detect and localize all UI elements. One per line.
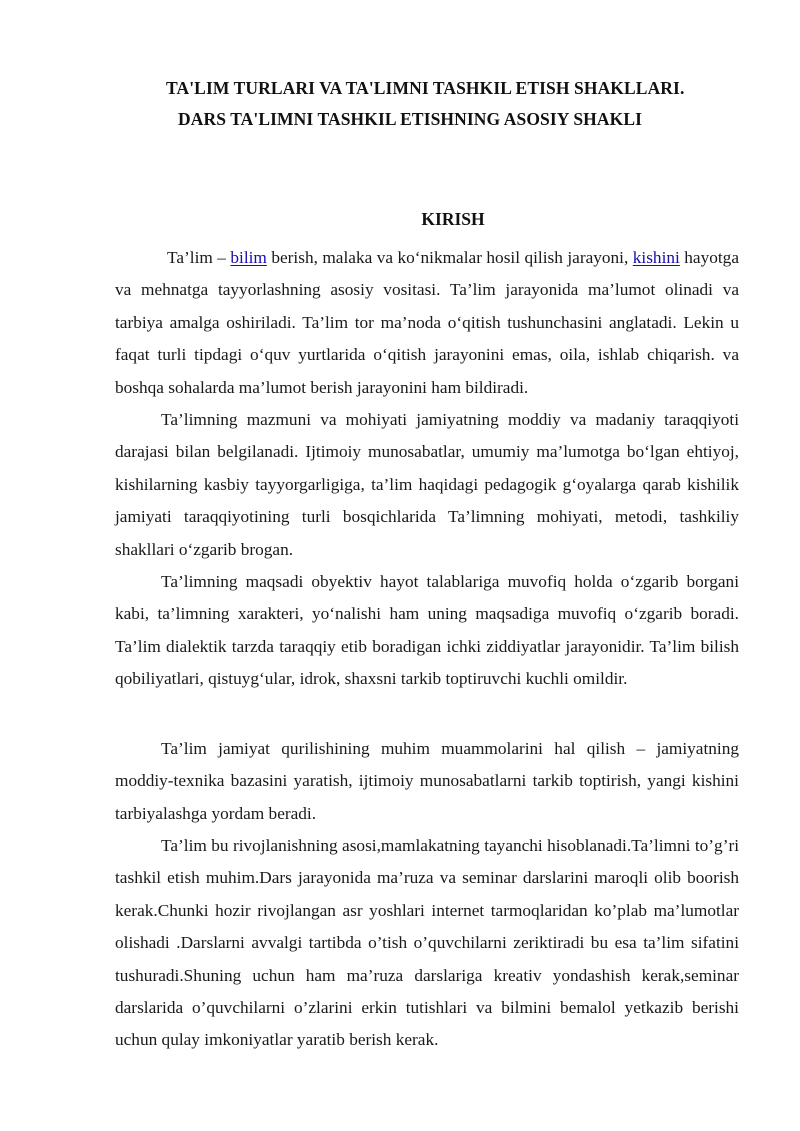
paragraph-2: Ta’limning mazmuni va mohiyati jamiyatning moddiy va madaniy taraqqiyoti darajasi bilan belgilanadi. Ijtimoiy munosabatlar, umumiy ma’lumotga bo‘lgan ehtiyoj, kishilarning kasbiy tayyorgarligiga, ta’lim haqidagi pedagogik g‘oyalarga qarab kishilik jamiyati taraqqiyotining turli bosqichlarida Ta’limning mohiyati, metodi, tashkiliy shakllari o‘zgarib brogan. bbox=[115, 410, 739, 559]
bilim-link[interactable]: bilim bbox=[230, 248, 267, 267]
paragraph-1 bbox=[115, 242, 739, 404]
paragraph-4: Ta’lim jamiyat qurilishining muhim muammolarini hal qilish – jamiyatning moddiy-texnika bazasini yaratish, ijtimoiy munosabatlarni tarkib toptirish, yangi kishini tarbiyalashga yordam beradi. bbox=[115, 739, 739, 823]
paragraph-1-text-start: Ta’lim – bbox=[167, 248, 231, 267]
paragraph-3: Ta’limning maqsadi obyektiv hayot talablariga muvofiq holda o‘zgarib borgani kabi, ta’limning xarakteri, yo‘nalishi ham uning maqsadiga muvofiq o‘zgarib boradi. Ta’lim dialektik tarzda taraqqiy etib boradigan ichki ziddiyatlar jarayonidir. Ta’lim bilish qobiliyatlari, qistuyg‘ular, idrok, shaxsni tarkib toptiruvchi kuchli omildir. bbox=[115, 572, 739, 689]
kishini-link[interactable]: kishini bbox=[632, 248, 680, 267]
paragraph-1-text-end: hayotga va mehnatga tayyorlashning asosiy vositasi. Ta’lim jarayonida ma’lumot olinadi va tarbiya amalga oshiriladi. Ta’lim tor ma’noda o‘qitish tushunchasini anglatadi. Lekin u faqat turli tipdagi o‘quv yurtlarida o‘qitish jarayonini emas, oila, ishlab chiqarish. va boshqa sohalarda ma’lumot berish jarayonini ham bildiradi. bbox=[115, 248, 739, 397]
paragraph-1-text-middle: berish, malaka va ko‘nikmalar hosil qilish jarayoni, bbox=[266, 248, 633, 267]
document-title-line-1: TA'LIM TURLARI VA TA'LIMNI TASHKIL ETISH SHAKLLARI. bbox=[166, 78, 685, 98]
document-title-line-2: DARS TA'LIMNI TASHKIL ETISHNING ASOSIY SHAKLI bbox=[178, 109, 643, 129]
paragraph-5: Ta’lim bu rivojlanishning asosi,mamlakatning tayanchi hisoblanadi.Ta’limni to’g’ri tashkil etish muhim.Dars jarayonida ma’ruza va seminar darslarini maroqli olib boorish kerak.Chunki hozir rivojlangan asr yoshlari internet tarmoqlaridan ko’plab ma’lumotlar olishadi .Darslarni avvalgi tartibda o’tish o’quvchilarni zeriktiradi bu esa ta’lim sifatini tushuradi.Shuning uchun ham ma’ruza darslariga kreativ yondashish kerak,seminar darslarida o’quvchilarni o’zlarini erkin tutishlari va bilmini bemalol yetkazib berishi uchun qulay imkoniyatlar yaratib berish kerak. bbox=[115, 836, 739, 1050]
section-heading: KIRISH bbox=[421, 209, 485, 229]
